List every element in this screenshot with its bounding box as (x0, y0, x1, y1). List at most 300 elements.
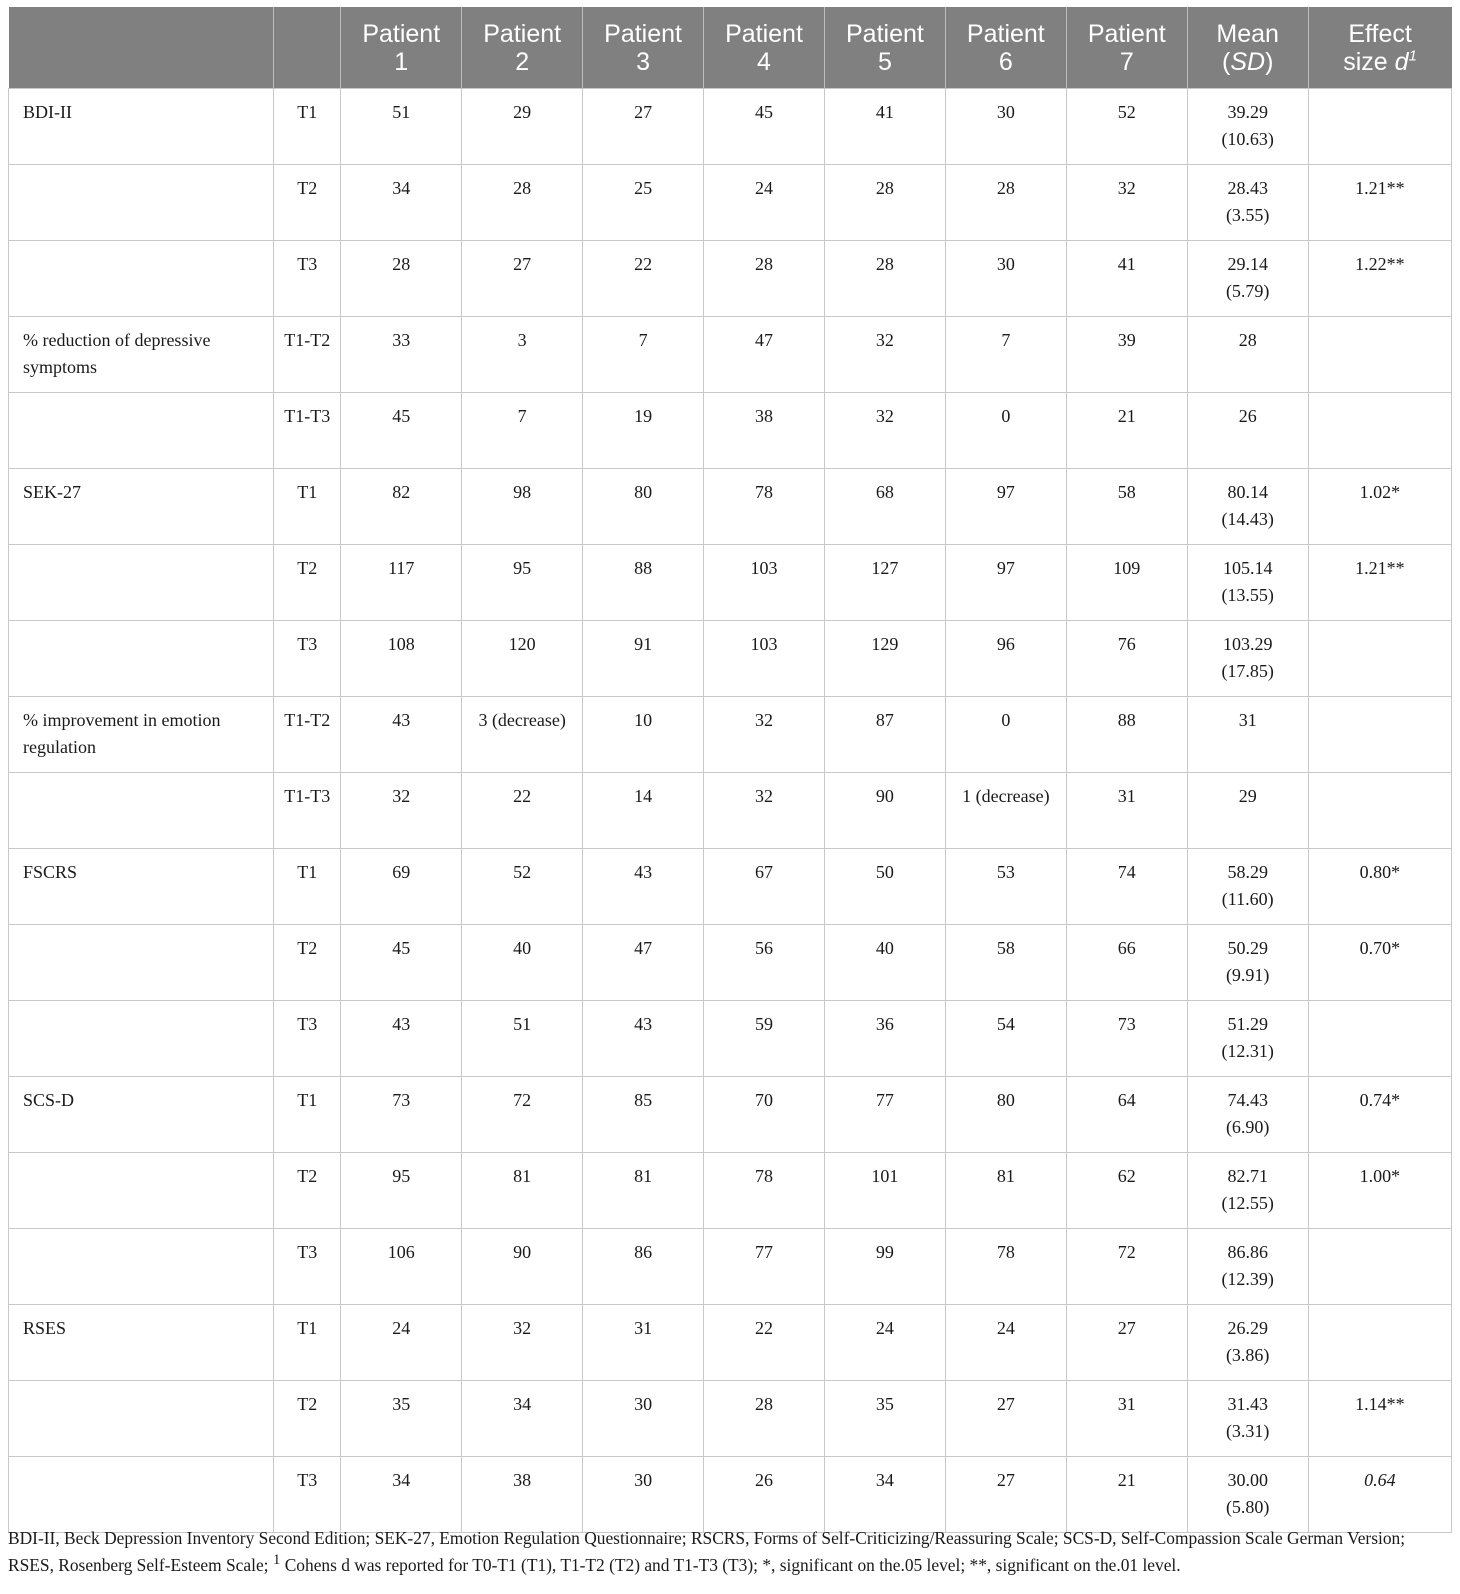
sd-value: (3.55) (1225, 205, 1270, 225)
cell-patient-3: 7 (583, 317, 704, 393)
header-effect-label: Effect (1348, 19, 1412, 48)
header-effect-size (1308, 7, 1451, 89)
mean-value: 26 (1238, 406, 1257, 426)
cell-patient-4: 70 (704, 1077, 825, 1153)
cell-patient-2: 7 (462, 393, 583, 469)
table-row (9, 1077, 1452, 1153)
cell-patient-3: 14 (583, 773, 704, 849)
mean-value: 105.14 (1222, 558, 1273, 578)
footnote-text-after: Cohens d was reported for T0-T1 (T1), T1-T2 (T2) and T1-T3 (T3); *, significant on the.05 level; **, significant on the.01 level. (280, 1555, 1181, 1575)
cell-patient-4: 22 (704, 1305, 825, 1381)
cell-mean-sd (1187, 1229, 1308, 1305)
mean-value: 50.29 (1227, 938, 1268, 958)
header-patient-5 (824, 7, 945, 89)
cell-patient-2: 32 (462, 1305, 583, 1381)
cell-patient-3: 22 (583, 241, 704, 317)
cell-patient-5: 36 (824, 1001, 945, 1077)
cell-patient-5: 90 (824, 773, 945, 849)
header-patient-7 (1066, 7, 1187, 89)
cell-patient-4: 47 (704, 317, 825, 393)
cell-patient-4: 32 (704, 773, 825, 849)
footnote-marker: 1 (272, 1552, 281, 1569)
cell-patient-6: 54 (945, 1001, 1066, 1077)
cell-patient-1: 34 (341, 165, 462, 241)
header-sd-label: SD (1230, 47, 1266, 76)
cell-effect-size: 0.74* (1308, 1077, 1451, 1153)
header-patient-1 (341, 7, 462, 89)
cell-patient-2: 120 (462, 621, 583, 697)
cell-mean-sd (1187, 1305, 1308, 1381)
cell-patient-6: 96 (945, 621, 1066, 697)
cell-patient-6: 97 (945, 469, 1066, 545)
sd-value: (12.31) (1221, 1041, 1274, 1061)
cell-measure: % reduction of depressive symptoms (9, 317, 274, 393)
cell-patient-5: 24 (824, 1305, 945, 1381)
cell-measure (9, 1001, 274, 1077)
sd-value: (5.79) (1225, 281, 1270, 301)
mean-value: 80.14 (1227, 482, 1268, 502)
cell-measure: SEK-27 (9, 469, 274, 545)
cell-patient-7: 76 (1066, 621, 1187, 697)
sd-value: (10.63) (1221, 129, 1274, 149)
cell-timepoint: T2 (274, 1381, 341, 1457)
header-patient-number: 4 (757, 47, 771, 76)
cell-patient-1: 45 (341, 393, 462, 469)
cell-patient-5: 35 (824, 1381, 945, 1457)
cell-patient-7: 73 (1066, 1001, 1187, 1077)
cell-patient-2: 40 (462, 925, 583, 1001)
cell-patient-7: 109 (1066, 545, 1187, 621)
cell-patient-3: 30 (583, 1381, 704, 1457)
cell-effect-size (1308, 89, 1451, 165)
mean-value: 58.29 (1227, 862, 1268, 882)
cell-patient-4: 59 (704, 1001, 825, 1077)
cell-patient-2: 29 (462, 89, 583, 165)
cell-timepoint: T3 (274, 1001, 341, 1077)
cell-effect-size: 0.80* (1308, 849, 1451, 925)
sd-value: (9.91) (1225, 965, 1270, 985)
cell-mean-sd (1187, 317, 1308, 393)
cell-measure (9, 1229, 274, 1305)
cell-measure (9, 925, 274, 1001)
cell-timepoint: T1-T2 (274, 697, 341, 773)
header-sd-close: ) (1265, 47, 1274, 76)
cell-timepoint: T2 (274, 1153, 341, 1229)
cell-mean-sd (1187, 469, 1308, 545)
cell-patient-1: 32 (341, 773, 462, 849)
cell-patient-3: 86 (583, 1229, 704, 1305)
cell-effect-size (1308, 317, 1451, 393)
cell-patient-1: 108 (341, 621, 462, 697)
cell-patient-5: 40 (824, 925, 945, 1001)
cell-patient-2: 52 (462, 849, 583, 925)
header-time (274, 7, 341, 89)
cell-patient-3: 43 (583, 1001, 704, 1077)
cell-measure: FSCRS (9, 849, 274, 925)
cell-patient-1: 24 (341, 1305, 462, 1381)
cell-patient-2: 27 (462, 241, 583, 317)
cell-patient-7: 74 (1066, 849, 1187, 925)
header-patient-4 (704, 7, 825, 89)
table-row (9, 1229, 1452, 1305)
cell-patient-7: 66 (1066, 925, 1187, 1001)
cell-measure (9, 1153, 274, 1229)
footnote-text-before: BDI-II, Beck Depression Inventory Second Edition; SEK-27, Emotion Regulation Questionnaire; RSCRS, Forms of Self-Criticizing/Reassuring Scale; SCS-D, Self-Compassion Scale German Version; RSES, Rosenberg Self-Esteem Scale; (8, 1528, 1406, 1575)
cell-patient-4: 28 (704, 241, 825, 317)
cell-patient-1: 34 (341, 1457, 462, 1533)
cell-mean-sd (1187, 165, 1308, 241)
header-measure (9, 7, 274, 89)
table-row (9, 89, 1452, 165)
header-patient-number: 6 (998, 47, 1013, 76)
cell-timepoint: T1 (274, 849, 341, 925)
cell-patient-6: 80 (945, 1077, 1066, 1153)
cell-patient-5: 99 (824, 1229, 945, 1305)
cell-mean-sd (1187, 1077, 1308, 1153)
header-patient-3 (583, 7, 704, 89)
cell-mean-sd (1187, 1381, 1308, 1457)
cell-patient-5: 41 (824, 89, 945, 165)
cell-patient-3: 27 (583, 89, 704, 165)
cell-mean-sd (1187, 925, 1308, 1001)
cell-patient-7: 88 (1066, 697, 1187, 773)
cell-patient-4: 78 (704, 1153, 825, 1229)
sd-value: (3.86) (1225, 1345, 1270, 1365)
cell-timepoint: T1-T2 (274, 317, 341, 393)
table-row (9, 1001, 1452, 1077)
header-patient-2 (462, 7, 583, 89)
cell-patient-6: 7 (945, 317, 1066, 393)
cell-patient-7: 32 (1066, 165, 1187, 241)
cell-timepoint: T1-T3 (274, 393, 341, 469)
header-d-label: d (1394, 47, 1409, 76)
header-patient-label: Patient (1087, 19, 1166, 48)
cell-patient-7: 52 (1066, 89, 1187, 165)
cell-effect-size (1308, 1001, 1451, 1077)
cell-patient-3: 25 (583, 165, 704, 241)
sd-value: (11.60) (1221, 889, 1274, 909)
mean-value: 26.29 (1227, 1318, 1268, 1338)
cell-patient-7: 31 (1066, 773, 1187, 849)
cell-measure: RSES (9, 1305, 274, 1381)
cell-timepoint: T3 (274, 1229, 341, 1305)
cell-effect-size: 1.21** (1308, 545, 1451, 621)
cell-effect-size (1308, 773, 1451, 849)
cell-mean-sd (1187, 1001, 1308, 1077)
cell-patient-6: 24 (945, 1305, 1066, 1381)
cell-timepoint: T3 (274, 1457, 341, 1533)
cell-patient-1: 43 (341, 1001, 462, 1077)
cell-effect-size: 0.64 (1308, 1457, 1451, 1533)
header-patient-number: 5 (877, 47, 892, 76)
cell-patient-7: 58 (1066, 469, 1187, 545)
cell-patient-1: 106 (341, 1229, 462, 1305)
cell-patient-3: 80 (583, 469, 704, 545)
header-mean-label: Mean (1216, 19, 1279, 48)
cell-patient-2: 34 (462, 1381, 583, 1457)
cell-measure: SCS-D (9, 1077, 274, 1153)
cell-patient-4: 103 (704, 545, 825, 621)
table-row (9, 317, 1452, 393)
cell-patient-3: 47 (583, 925, 704, 1001)
cell-patient-5: 34 (824, 1457, 945, 1533)
header-footnote-marker: 1 (1408, 47, 1417, 65)
cell-patient-4: 103 (704, 621, 825, 697)
header-patient-6 (945, 7, 1066, 89)
cell-patient-2: 3 (462, 317, 583, 393)
cell-measure (9, 1381, 274, 1457)
header-patient-number: 3 (636, 47, 651, 76)
cell-patient-1: 82 (341, 469, 462, 545)
cell-effect-size: 1.21** (1308, 165, 1451, 241)
cell-effect-size (1308, 697, 1451, 773)
cell-patient-2: 95 (462, 545, 583, 621)
cell-patient-4: 67 (704, 849, 825, 925)
cell-patient-3: 10 (583, 697, 704, 773)
cell-patient-6: 0 (945, 697, 1066, 773)
sd-value: (13.55) (1221, 585, 1274, 605)
cell-patient-1: 69 (341, 849, 462, 925)
cell-patient-7: 64 (1066, 1077, 1187, 1153)
cell-timepoint: T3 (274, 241, 341, 317)
cell-patient-4: 45 (704, 89, 825, 165)
cell-timepoint: T2 (274, 545, 341, 621)
cell-patient-7: 27 (1066, 1305, 1187, 1381)
table-row (9, 1381, 1452, 1457)
cell-measure (9, 165, 274, 241)
cell-timepoint: T1-T3 (274, 773, 341, 849)
cell-effect-size: 1.14** (1308, 1381, 1451, 1457)
header-patient-label: Patient (966, 19, 1045, 48)
cell-patient-6: 27 (945, 1381, 1066, 1457)
table-row (9, 621, 1452, 697)
cell-mean-sd (1187, 773, 1308, 849)
cell-patient-5: 101 (824, 1153, 945, 1229)
header-patient-label: Patient (846, 19, 924, 48)
cell-patient-7: 41 (1066, 241, 1187, 317)
cell-patient-1: 33 (341, 317, 462, 393)
cell-patient-4: 28 (704, 1381, 825, 1457)
cell-patient-5: 87 (824, 697, 945, 773)
cell-mean-sd (1187, 241, 1308, 317)
mean-value: 28.43 (1227, 178, 1268, 198)
table-header-row (9, 7, 1452, 89)
cell-patient-4: 77 (704, 1229, 825, 1305)
cell-effect-size: 1.00* (1308, 1153, 1451, 1229)
cell-patient-1: 28 (341, 241, 462, 317)
cell-patient-1: 43 (341, 697, 462, 773)
cell-patient-7: 31 (1066, 1381, 1187, 1457)
cell-patient-4: 56 (704, 925, 825, 1001)
mean-value: 29.14 (1227, 254, 1268, 274)
sd-value: (12.39) (1221, 1269, 1274, 1289)
cell-patient-3: 30 (583, 1457, 704, 1533)
cell-patient-5: 32 (824, 317, 945, 393)
mean-value: 103.29 (1222, 634, 1273, 654)
mean-value: 29 (1238, 786, 1257, 806)
cell-patient-3: 81 (583, 1153, 704, 1229)
cell-effect-size (1308, 1305, 1451, 1381)
cell-timepoint: T1 (274, 1077, 341, 1153)
cell-patient-2: 51 (462, 1001, 583, 1077)
mean-value: 51.29 (1227, 1014, 1268, 1034)
cell-timepoint: T1 (274, 1305, 341, 1381)
cell-measure (9, 393, 274, 469)
sd-value: (3.31) (1225, 1421, 1270, 1441)
cell-timepoint: T1 (274, 469, 341, 545)
mean-value: 31.43 (1227, 1394, 1268, 1414)
table-row (9, 697, 1452, 773)
cell-patient-7: 39 (1066, 317, 1187, 393)
cell-mean-sd (1187, 89, 1308, 165)
cell-patient-6: 28 (945, 165, 1066, 241)
cell-patient-3: 85 (583, 1077, 704, 1153)
table-row (9, 849, 1452, 925)
table-row (9, 1457, 1452, 1533)
cell-patient-7: 62 (1066, 1153, 1187, 1229)
mean-value: 82.71 (1227, 1166, 1268, 1186)
cell-patient-7: 21 (1066, 1457, 1187, 1533)
cell-measure (9, 241, 274, 317)
cell-patient-5: 50 (824, 849, 945, 925)
cell-mean-sd (1187, 849, 1308, 925)
cell-patient-4: 38 (704, 393, 825, 469)
header-patient-label: Patient (725, 19, 803, 48)
cell-patient-5: 28 (824, 165, 945, 241)
cell-patient-6: 0 (945, 393, 1066, 469)
table-row (9, 393, 1452, 469)
table-row (9, 1153, 1452, 1229)
cell-patient-3: 19 (583, 393, 704, 469)
header-patient-number: 1 (394, 47, 409, 76)
cell-patient-2: 90 (462, 1229, 583, 1305)
mean-value: 30.00 (1227, 1470, 1268, 1490)
header-sd-open: ( (1222, 47, 1231, 76)
cell-mean-sd (1187, 393, 1308, 469)
cell-timepoint: T3 (274, 621, 341, 697)
cell-patient-5: 129 (824, 621, 945, 697)
cell-effect-size (1308, 393, 1451, 469)
cell-patient-6: 58 (945, 925, 1066, 1001)
cell-mean-sd (1187, 1457, 1308, 1533)
cell-patient-6: 81 (945, 1153, 1066, 1229)
cell-patient-7: 21 (1066, 393, 1187, 469)
cell-measure (9, 545, 274, 621)
cell-patient-2: 98 (462, 469, 583, 545)
mean-value: 86.86 (1227, 1242, 1268, 1262)
mean-value: 31 (1238, 710, 1257, 730)
table-row (9, 925, 1452, 1001)
cell-patient-3: 91 (583, 621, 704, 697)
cell-patient-6: 97 (945, 545, 1066, 621)
mean-value: 74.43 (1227, 1090, 1268, 1110)
sd-value: (5.80) (1225, 1497, 1270, 1517)
cell-patient-5: 32 (824, 393, 945, 469)
results-table (8, 7, 1452, 1533)
table-row (9, 165, 1452, 241)
table-row (9, 241, 1452, 317)
mean-value: 39.29 (1227, 102, 1268, 122)
cell-mean-sd (1187, 1153, 1308, 1229)
header-patient-number: 2 (515, 47, 530, 76)
cell-patient-6: 78 (945, 1229, 1066, 1305)
cell-timepoint: T2 (274, 925, 341, 1001)
mean-value: 28 (1238, 330, 1257, 350)
cell-effect-size: 1.22** (1308, 241, 1451, 317)
cell-patient-3: 88 (583, 545, 704, 621)
cell-patient-1: 35 (341, 1381, 462, 1457)
table-row (9, 773, 1452, 849)
cell-patient-4: 26 (704, 1457, 825, 1533)
sd-value: (6.90) (1225, 1117, 1270, 1137)
cell-patient-5: 127 (824, 545, 945, 621)
header-patient-label: Patient (483, 19, 562, 48)
sd-value: (12.55) (1221, 1193, 1274, 1213)
cell-measure (9, 1457, 274, 1533)
cell-mean-sd (1187, 545, 1308, 621)
header-mean-sd (1187, 7, 1308, 89)
cell-measure (9, 621, 274, 697)
cell-mean-sd (1187, 621, 1308, 697)
cell-patient-6: 30 (945, 241, 1066, 317)
cell-effect-size (1308, 621, 1451, 697)
cell-patient-4: 32 (704, 697, 825, 773)
cell-patient-2: 38 (462, 1457, 583, 1533)
cell-measure (9, 773, 274, 849)
cell-measure: % improvement in emotion regulation (9, 697, 274, 773)
header-patient-label: Patient (604, 19, 682, 48)
cell-patient-2: 28 (462, 165, 583, 241)
cell-patient-1: 73 (341, 1077, 462, 1153)
cell-patient-5: 28 (824, 241, 945, 317)
header-size-label: size (1343, 47, 1395, 76)
cell-effect-size: 0.70* (1308, 925, 1451, 1001)
cell-patient-4: 78 (704, 469, 825, 545)
cell-patient-3: 31 (583, 1305, 704, 1381)
cell-patient-2: 72 (462, 1077, 583, 1153)
sd-value: (17.85) (1221, 661, 1274, 681)
table-footnote (8, 1525, 1452, 1579)
table-row (9, 469, 1452, 545)
cell-patient-7: 72 (1066, 1229, 1187, 1305)
cell-effect-size (1308, 1229, 1451, 1305)
cell-measure: BDI-II (9, 89, 274, 165)
cell-patient-2: 22 (462, 773, 583, 849)
cell-patient-2: 81 (462, 1153, 583, 1229)
table-row (9, 1305, 1452, 1381)
sd-value: (14.43) (1221, 509, 1274, 529)
table-row (9, 545, 1452, 621)
cell-patient-6: 1 (decrease) (945, 773, 1066, 849)
cell-patient-3: 43 (583, 849, 704, 925)
cell-patient-5: 77 (824, 1077, 945, 1153)
cell-patient-5: 68 (824, 469, 945, 545)
cell-patient-1: 45 (341, 925, 462, 1001)
table-body (9, 89, 1452, 1533)
cell-mean-sd (1187, 697, 1308, 773)
cell-patient-1: 117 (341, 545, 462, 621)
cell-timepoint: T2 (274, 165, 341, 241)
cell-patient-6: 30 (945, 89, 1066, 165)
header-patient-label: Patient (362, 19, 441, 48)
header-patient-number: 7 (1119, 47, 1134, 76)
cell-patient-2: 3 (decrease) (462, 697, 583, 773)
cell-patient-1: 95 (341, 1153, 462, 1229)
cell-patient-4: 24 (704, 165, 825, 241)
cell-effect-size: 1.02* (1308, 469, 1451, 545)
cell-patient-6: 27 (945, 1457, 1066, 1533)
cell-patient-6: 53 (945, 849, 1066, 925)
